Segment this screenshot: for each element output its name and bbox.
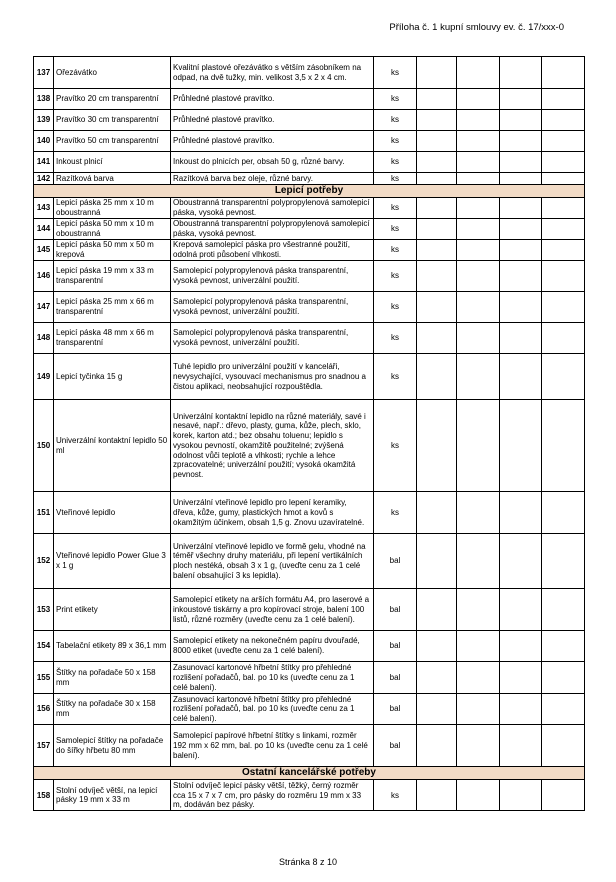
items-table [33, 56, 585, 811]
item-number: 144 [34, 219, 54, 240]
empty-cell [500, 292, 542, 323]
empty-cell [500, 492, 542, 534]
table-row [34, 492, 585, 534]
item-name: Štítky na pořadače 50 x 158 mm [54, 662, 171, 694]
table-row [34, 240, 585, 261]
empty-cell [457, 152, 500, 173]
empty-cell [417, 323, 457, 354]
item-number: 149 [34, 354, 54, 400]
empty-cell [457, 662, 500, 694]
empty-cell [500, 89, 542, 110]
item-description: Samolepicí papírové hřbetní štítky s linkami, rozměr 192 mm x 62 mm, bal. po 10 ks (uveďte cenu za 1 celé balení). [171, 725, 374, 767]
table-row [34, 292, 585, 323]
empty-cell [417, 261, 457, 292]
empty-cell [542, 725, 585, 767]
empty-cell [500, 152, 542, 173]
empty-cell [417, 292, 457, 323]
empty-cell [500, 662, 542, 694]
item-unit: ks [374, 780, 417, 811]
empty-cell [500, 400, 542, 492]
item-name: Pravítko 20 cm transparentní [54, 89, 171, 110]
table-row [34, 589, 585, 631]
section-header-row [34, 185, 585, 198]
item-name: Vteřinové lepidlo [54, 492, 171, 534]
item-number: 146 [34, 261, 54, 292]
empty-cell [542, 780, 585, 811]
empty-cell [500, 354, 542, 400]
table-row [34, 725, 585, 767]
section-header-row [34, 767, 585, 780]
item-number: 148 [34, 323, 54, 354]
item-number: 151 [34, 492, 54, 534]
item-name: Lepicí páska 25 mm x 10 m oboustranná [54, 198, 171, 219]
empty-cell [542, 240, 585, 261]
item-name: Print etikety [54, 589, 171, 631]
empty-cell [457, 323, 500, 354]
empty-cell [542, 261, 585, 292]
table-row [34, 631, 585, 662]
item-unit: bal [374, 589, 417, 631]
item-name: Samolepicí štítky na pořadače do šířky hřbetu 80 mm [54, 725, 171, 767]
page-header: Příloha č. 1 kupní smlouvy ev. č. 17/xxx-0 [389, 22, 564, 33]
item-description: Razítková barva bez oleje, různé barvy. [171, 173, 374, 185]
empty-cell [417, 662, 457, 694]
empty-cell [417, 400, 457, 492]
item-description: Kvalitní plastové ořezávátko s větším zásobníkem na odpad, na dvě tužky, min. velikost 3,5 x 2 x 4 cm. [171, 57, 374, 89]
empty-cell [417, 589, 457, 631]
item-number: 147 [34, 292, 54, 323]
item-number: 154 [34, 631, 54, 662]
empty-cell [417, 57, 457, 89]
item-description: Průhledné plastové pravítko. [171, 110, 374, 131]
item-name: Stolní odvíječ větší, na lepicí pásky 19 mm x 33 m [54, 780, 171, 811]
item-name: Pravítko 30 cm transparentní [54, 110, 171, 131]
item-name: Inkoust plnicí [54, 152, 171, 173]
item-number: 137 [34, 57, 54, 89]
item-number: 150 [34, 400, 54, 492]
item-description: Samolepicí polypropylenová páska transparentní, vysoká pevnost, univerzální použití. [171, 323, 374, 354]
empty-cell [500, 261, 542, 292]
item-description: Krepová samolepicí páska pro všestranné použití, odolná proti působení vlhkosti. [171, 240, 374, 261]
empty-cell [417, 219, 457, 240]
item-unit: ks [374, 261, 417, 292]
item-unit: ks [374, 240, 417, 261]
empty-cell [457, 725, 500, 767]
empty-cell [457, 198, 500, 219]
empty-cell [457, 89, 500, 110]
item-unit: ks [374, 110, 417, 131]
empty-cell [417, 131, 457, 152]
empty-cell [457, 173, 500, 185]
item-name: Ořezávátko [54, 57, 171, 89]
item-description: Zasunovací kartonové hřbetní štítky pro přehledné rozlišení pořadačů, bal. po 10 ks (uveďte cenu za 1 celé balení). [171, 694, 374, 725]
empty-cell [417, 492, 457, 534]
table-row [34, 89, 585, 110]
item-unit: ks [374, 89, 417, 110]
item-description: Samolepicí polypropylenová páska transparentní, vysoká pevnost, univerzální použití. [171, 261, 374, 292]
item-description: Tuhé lepidlo pro univerzální použití v kanceláři, nevysychající, vysouvací mechanismus pro snadnou a čistou aplikaci, neobsahující rozpouštědla. [171, 354, 374, 400]
item-unit: ks [374, 198, 417, 219]
item-unit: ks [374, 492, 417, 534]
empty-cell [542, 534, 585, 589]
empty-cell [542, 131, 585, 152]
item-unit: bal [374, 725, 417, 767]
empty-cell [417, 240, 457, 261]
empty-cell [457, 57, 500, 89]
empty-cell [542, 662, 585, 694]
empty-cell [457, 240, 500, 261]
item-number: 141 [34, 152, 54, 173]
empty-cell [500, 110, 542, 131]
empty-cell [500, 57, 542, 89]
item-unit: ks [374, 292, 417, 323]
empty-cell [417, 725, 457, 767]
item-unit: ks [374, 323, 417, 354]
item-name: Lepicí páska 25 mm x 66 m transparentní [54, 292, 171, 323]
item-number: 142 [34, 173, 54, 185]
item-number: 158 [34, 780, 54, 811]
empty-cell [500, 534, 542, 589]
table-row [34, 354, 585, 400]
item-unit: bal [374, 631, 417, 662]
item-number: 152 [34, 534, 54, 589]
item-unit: ks [374, 354, 417, 400]
item-number: 155 [34, 662, 54, 694]
empty-cell [417, 354, 457, 400]
item-number: 153 [34, 589, 54, 631]
table-row [34, 261, 585, 292]
section-title: Ostatní kancelářské potřeby [34, 767, 585, 780]
empty-cell [457, 110, 500, 131]
empty-cell [500, 589, 542, 631]
table-row [34, 534, 585, 589]
empty-cell [500, 198, 542, 219]
item-description: Univerzální vteřinové lepidlo pro lepení keramiky, dřeva, kůže, gumy, plastických hmot a kovů s okamžitým účinkem, obsah 1,5 g. Znovu uzavíratelné. [171, 492, 374, 534]
table-row [34, 694, 585, 725]
item-name: Lepicí páska 50 mm x 50 m krepová [54, 240, 171, 261]
item-unit: ks [374, 219, 417, 240]
item-description: Průhledné plastové pravítko. [171, 89, 374, 110]
item-unit: ks [374, 152, 417, 173]
empty-cell [457, 292, 500, 323]
table-row [34, 110, 585, 131]
empty-cell [457, 131, 500, 152]
empty-cell [542, 219, 585, 240]
empty-cell [457, 492, 500, 534]
empty-cell [500, 780, 542, 811]
empty-cell [500, 240, 542, 261]
table-row [34, 323, 585, 354]
item-unit: bal [374, 694, 417, 725]
item-name: Razítková barva [54, 173, 171, 185]
empty-cell [542, 89, 585, 110]
empty-cell [542, 198, 585, 219]
item-number: 140 [34, 131, 54, 152]
item-name: Pravítko 50 cm transparentní [54, 131, 171, 152]
table-row [34, 400, 585, 492]
empty-cell [417, 173, 457, 185]
item-number: 157 [34, 725, 54, 767]
empty-cell [457, 589, 500, 631]
item-description: Oboustranná transparentní polypropylenová samolepicí páska, vysoká pevnost. [171, 219, 374, 240]
table-row [34, 219, 585, 240]
item-unit: ks [374, 400, 417, 492]
table-row [34, 57, 585, 89]
item-description: Zasunovací kartonové hřbetní štítky pro přehledné rozlišení pořadačů, bal. po 10 ks (uveďte cenu za 1 celé balení). [171, 662, 374, 694]
item-description: Samolepicí polypropylenová páska transparentní, vysoká pevnost, univerzální použití. [171, 292, 374, 323]
item-number: 145 [34, 240, 54, 261]
item-name: Lepicí páska 50 mm x 10 m oboustranná [54, 219, 171, 240]
item-description: Univerzální kontaktní lepidlo na různé materiály, savé i nesavé, např.: dřevo, plasty, guma, kůže, plech, sklo, korek, karton atd.; bez obsahu toluenu; lepidlo s vysokou pevností, okamžitě použitelné; zvýšená odolnost vůči teplotě a vlhkosti; rychle a lehce zpracovatelné; univerzální použití; vysoká okamžitá pevnost. [171, 400, 374, 492]
item-name: Lepicí páska 48 mm x 66 m transparentní [54, 323, 171, 354]
item-number: 143 [34, 198, 54, 219]
empty-cell [542, 57, 585, 89]
item-number: 156 [34, 694, 54, 725]
item-description: Oboustranná transparentní polypropylenová samolepicí páska, vysoká pevnost. [171, 198, 374, 219]
empty-cell [417, 110, 457, 131]
item-unit: ks [374, 57, 417, 89]
empty-cell [500, 631, 542, 662]
empty-cell [542, 354, 585, 400]
empty-cell [542, 492, 585, 534]
empty-cell [542, 173, 585, 185]
empty-cell [500, 694, 542, 725]
item-unit: ks [374, 131, 417, 152]
empty-cell [417, 780, 457, 811]
empty-cell [500, 173, 542, 185]
item-description: Stolní odvíječ lepicí pásky větší, těžký, černý rozměr cca 15 x 7 x 7 cm, pro pásky do rozměru 19 mm x 33 m, dodáván bez pásky. [171, 780, 374, 811]
table-row [34, 173, 585, 185]
item-name: Lepicí páska 19 mm x 33 m transparentní [54, 261, 171, 292]
empty-cell [417, 534, 457, 589]
item-name: Univerzální kontaktní lepidlo 50 ml [54, 400, 171, 492]
empty-cell [457, 354, 500, 400]
empty-cell [500, 131, 542, 152]
item-unit: ks [374, 173, 417, 185]
empty-cell [417, 152, 457, 173]
item-description: Samolepicí etikety na arších formátu A4, pro laserové a inkoustové tiskárny a pro kopírovací stroje, balení 100 listů, různé rozměry (uveďte cenu za 1 celé balení). [171, 589, 374, 631]
empty-cell [542, 110, 585, 131]
item-name: Vteřinové lepidlo Power Glue 3 x 1 g [54, 534, 171, 589]
table-row [34, 780, 585, 811]
item-number: 139 [34, 110, 54, 131]
empty-cell [457, 219, 500, 240]
item-name: Lepicí tyčinka 15 g [54, 354, 171, 400]
empty-cell [457, 631, 500, 662]
empty-cell [457, 261, 500, 292]
table-row [34, 662, 585, 694]
empty-cell [457, 780, 500, 811]
empty-cell [542, 292, 585, 323]
empty-cell [417, 631, 457, 662]
empty-cell [417, 198, 457, 219]
item-unit: bal [374, 534, 417, 589]
empty-cell [542, 323, 585, 354]
item-number: 138 [34, 89, 54, 110]
empty-cell [500, 323, 542, 354]
empty-cell [417, 694, 457, 725]
section-title: Lepicí potřeby [34, 185, 585, 198]
empty-cell [417, 89, 457, 110]
item-description: Průhledné plastové pravítko. [171, 131, 374, 152]
empty-cell [457, 694, 500, 725]
item-description: Inkoust do plnicích per, obsah 50 g, různé barvy. [171, 152, 374, 173]
table-row [34, 152, 585, 173]
empty-cell [542, 152, 585, 173]
empty-cell [457, 400, 500, 492]
table-row [34, 198, 585, 219]
empty-cell [500, 219, 542, 240]
item-unit: bal [374, 662, 417, 694]
empty-cell [542, 631, 585, 662]
page-footer: Stránka 8 z 10 [278, 857, 338, 867]
table-row [34, 131, 585, 152]
empty-cell [457, 534, 500, 589]
empty-cell [542, 400, 585, 492]
item-name: Štítky na pořadače 30 x 158 mm [54, 694, 171, 725]
item-description: Univerzální vteřinové lepidlo ve formě gelu, vhodné na téměř všechny druhy materiálu, při lepení vertikálních ploch nestéká, obsah 3 x 1 g, (uveďte cenu za 1 celé balení obsahující 3 ks lepidla). [171, 534, 374, 589]
item-name: Tabelační etikety 89 x 36,1 mm [54, 631, 171, 662]
empty-cell [542, 694, 585, 725]
item-description: Samolepicí etikety na nekonečném papíru dvouřadé, 8000 etiket (uveďte cenu za 1 celé balení). [171, 631, 374, 662]
empty-cell [500, 725, 542, 767]
empty-cell [542, 589, 585, 631]
